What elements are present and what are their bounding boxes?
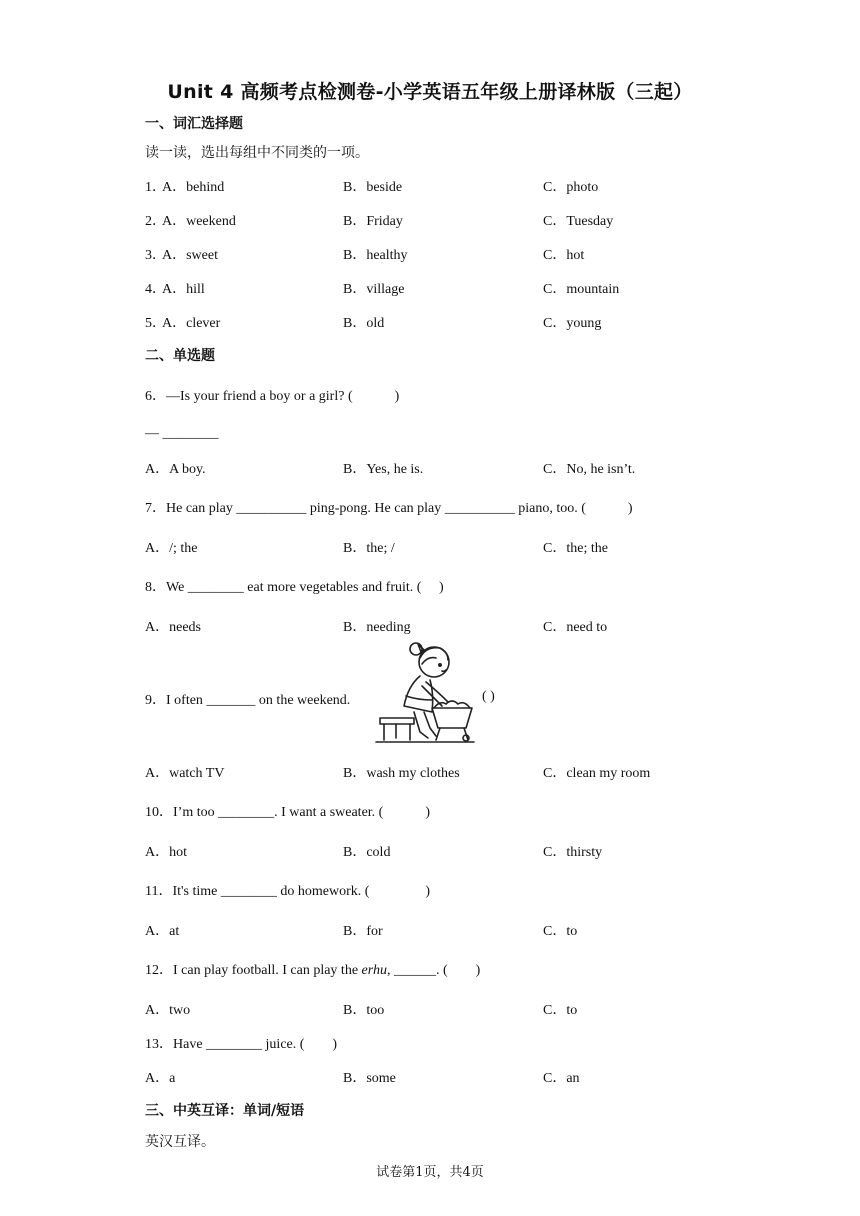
question-text-italic: erhu	[361, 963, 387, 978]
option-b[interactable]: B．too	[343, 1003, 385, 1018]
option-c[interactable]: C．need to	[543, 620, 608, 635]
option-c[interactable]: C．hot	[543, 248, 585, 263]
option-a[interactable]: A．two	[145, 1003, 191, 1018]
answer-paren: ( )	[482, 689, 495, 704]
question-text: 9．I often _______ on the weekend.	[145, 693, 351, 708]
section-heading-translation: 三、中英互译：单词/短语	[145, 1103, 305, 1119]
option-b[interactable]: B．Friday	[343, 214, 403, 229]
option-a[interactable]: A．watch TV	[145, 766, 225, 781]
option-c[interactable]: C．an	[543, 1071, 580, 1086]
section-heading-single-choice: 二、单选题	[145, 348, 215, 364]
section-heading-vocabulary: 一、词汇选择题	[145, 116, 243, 132]
option-a[interactable]: A．/; the	[145, 541, 198, 556]
question-number: 4．	[145, 282, 166, 297]
option-a[interactable]: A．hill	[162, 282, 205, 297]
girl-washing-clothes-illustration	[374, 640, 476, 746]
question-text: 8．We ________ eat more vegetables and fruit. ( )	[145, 580, 444, 595]
option-b[interactable]: B．cold	[343, 845, 391, 860]
option-c[interactable]: C．mountain	[543, 282, 620, 297]
option-a[interactable]: A．sweet	[162, 248, 218, 263]
option-c[interactable]: C．young	[543, 316, 602, 331]
option-b[interactable]: B．the; /	[343, 541, 395, 556]
question-text: 11．It's time ________ do homework. ( )	[145, 884, 431, 899]
answer-line: — ________	[145, 426, 219, 441]
section-instruction: 英汉互译。	[145, 1134, 215, 1150]
option-c[interactable]: C．photo	[543, 180, 599, 195]
option-a[interactable]: A．A boy.	[145, 462, 206, 477]
page-footer: 试卷第1页，共4页	[376, 1165, 484, 1180]
question-number: 1．	[145, 180, 166, 195]
question-number: 5．	[145, 316, 166, 331]
option-c[interactable]: C．clean my room	[543, 766, 651, 781]
option-b[interactable]: B．for	[343, 924, 383, 939]
option-a[interactable]: A．hot	[145, 845, 187, 860]
option-b[interactable]: B．needing	[343, 620, 411, 635]
option-c[interactable]: C．Tuesday	[543, 214, 614, 229]
option-b[interactable]: B．some	[343, 1071, 396, 1086]
section-instruction: 读一读，选出每组中不同类的一项。	[145, 145, 369, 161]
option-b[interactable]: B．beside	[343, 180, 403, 195]
option-a[interactable]: A．a	[145, 1071, 176, 1086]
question-text-pre: 12．I can play football. I can play the	[145, 963, 362, 978]
option-b[interactable]: B．old	[343, 316, 385, 331]
option-c[interactable]: C．the; the	[543, 541, 608, 556]
option-b[interactable]: B．healthy	[343, 248, 408, 263]
question-number: 3．	[145, 248, 166, 263]
question-text: 6．—Is your friend a boy or a girl? ( )	[145, 389, 400, 404]
option-b[interactable]: B．village	[343, 282, 405, 297]
question-text: 10．I’m too ________. I want a sweater. ( )	[145, 805, 430, 820]
option-a[interactable]: A．weekend	[162, 214, 236, 229]
option-c[interactable]: C．No, he isn’t.	[543, 462, 636, 477]
option-b[interactable]: B．wash my clothes	[343, 766, 460, 781]
option-a[interactable]: A．at	[145, 924, 180, 939]
option-a[interactable]: A．clever	[162, 316, 221, 331]
page-title: Unit 4 高频考点检测卷-小学英语五年级上册译林版（三起）	[167, 81, 693, 103]
option-c[interactable]: C．to	[543, 1003, 578, 1018]
question-text: 7．He can play __________ ping-pong. He can play __________ piano, too. ( )	[145, 501, 633, 516]
question-number: 2．	[145, 214, 166, 229]
option-c[interactable]: C．to	[543, 924, 578, 939]
question-text: 13．Have ________ juice. ( )	[145, 1037, 338, 1052]
option-c[interactable]: C．thirsty	[543, 845, 603, 860]
question-text	[145, 959, 480, 979]
option-a[interactable]: A．behind	[162, 180, 225, 195]
question-text-post: , ______. ( )	[386, 963, 481, 978]
option-a[interactable]: A．needs	[145, 620, 201, 635]
option-b[interactable]: B．Yes, he is.	[343, 462, 424, 477]
